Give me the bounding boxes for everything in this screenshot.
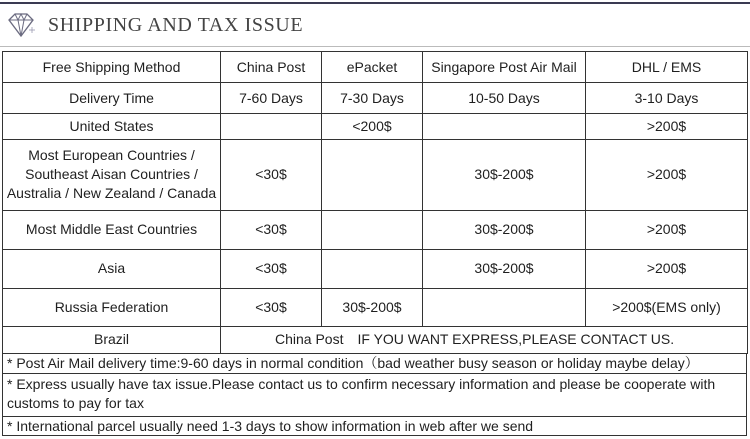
table-cell: >200$(EMS only) [586,288,748,326]
table-cell [221,114,322,140]
table-cell: 30$-200$ [322,288,423,326]
table-row [3,83,748,114]
section-header [4,9,303,41]
column-header: Singapore Post Air Mail [423,52,586,83]
table-cell: >200$ [586,114,748,140]
table-cell: 3-10 Days [586,83,748,114]
note-item: * Express usually have tax issue.Please contact us to confirm necessary information and please be cooperate with customs to pay for tax [3,373,746,416]
row-label-line: Southeast Aisan Countries / [25,166,198,183]
table-cell [322,250,423,288]
table-cell: >200$ [586,250,748,288]
row-label: United States [3,114,221,140]
table-cell [322,210,423,249]
brazil-contact-note: IF YOU WANT EXPRESS,PLEASE CONTACT US. [357,331,675,348]
column-header: China Post [221,52,322,83]
table-row [3,288,748,326]
table-cell: 7-30 Days [322,83,423,114]
table-cell: 7-60 Days [221,83,322,114]
column-header: Free Shipping Method [3,52,221,83]
table-cell: 30$-200$ [423,140,586,211]
shipping-table [2,51,748,354]
page-title: SHIPPING AND TAX ISSUE [48,13,304,36]
note-item: * International parcel usually need 1-3 days to show information in web after we send [3,416,746,436]
header-divider [0,46,750,47]
table-row [3,250,748,288]
table-cell [423,114,586,140]
table-cell [423,288,586,326]
table-cell: 30$-200$ [423,250,586,288]
note-item: * Post Air Mail delivery time:9-60 days in normal condition（bad weather busy season or holiday maybe delay） [7,355,699,371]
top-divider [0,2,750,4]
table-cell: <200$ [322,114,423,140]
row-label: Delivery Time [3,83,221,114]
row-label: Asia [3,250,221,288]
table-cell: <30$ [221,210,322,249]
table-cell: >200$ [586,140,748,211]
table-cell: 10-50 Days [423,83,586,114]
table-cell: <30$ [221,140,322,211]
row-label: Most Middle East Countries [3,210,221,249]
notes-box [2,354,747,436]
table-row [3,326,748,353]
diamond-icon [4,11,38,39]
column-header: DHL / EMS [586,52,748,83]
table-row [3,210,748,249]
table-row [3,114,748,140]
row-label-line: Most European Countries / [28,147,195,164]
table-cell: >200$ [586,210,748,249]
column-header: ePacket [322,52,423,83]
table-cell: <30$ [221,250,322,288]
brazil-note-cell [221,326,748,353]
row-label [3,140,221,211]
row-label: Russia Federation [3,288,221,326]
table-cell: 30$-200$ [423,210,586,249]
table-cell [322,140,423,211]
row-label-line: Australia / New Zealand / Canada [6,185,217,202]
table-row [3,140,748,211]
table-header-row [3,52,748,83]
table-cell: <30$ [221,288,322,326]
row-label: Brazil [3,326,221,353]
brazil-method: China Post [275,331,344,348]
